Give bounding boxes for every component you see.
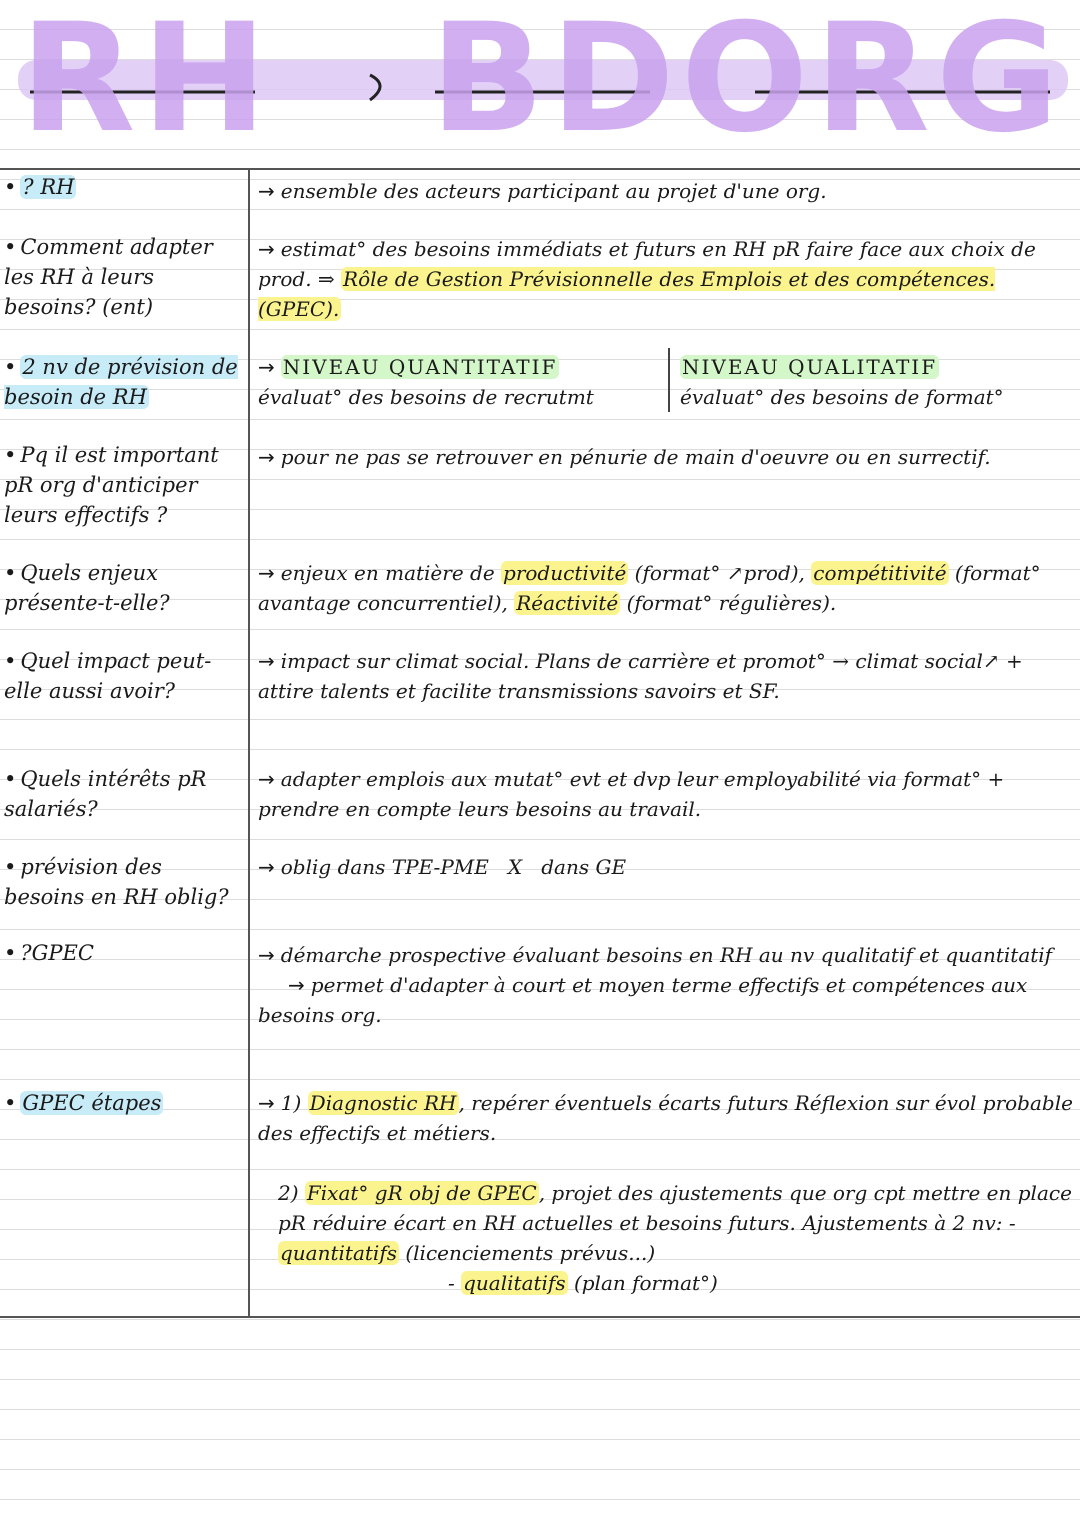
divider-top [0,168,1080,170]
title-right: BDORG [430,0,1065,166]
arrow-icon: → [258,445,275,469]
answer-etapes-1: → 1) Diagnostic RH , repérer éventuels écarts futurs Réflexion sur évol probable des effectifs et métiers. [258,1091,1073,1145]
question-impact: • Quel impact peut-elle aussi avoir? [4,649,212,703]
title-area [0,0,1080,168]
arrow-icon: → [258,355,275,379]
answer-etapes-2: 2) Fixat° gR obj de GPEC , projet des ajustements que org cpt mettre en place pR réduire écart en RH actuelles et besoins futurs. Ajustements à 2 nv: - quantitatifs (licenciements prévus...) - qualitatifs (plan format°) [278,1181,1072,1295]
answer-rh: → ensemble des acteurs participant au projet d'une org. [258,179,827,203]
question-etapes: • GPEC étapes [4,1091,162,1115]
arrow-icon: → [258,1091,275,1115]
question-rh: • ? RH [4,175,75,199]
answer-anticiper: → pour ne pas se retrouver en pénurie de main d'oeuvre ou en surrectif. [258,445,991,469]
niveau-quantitatif: → NIVEAU QUANTITATIF évaluat° des besoins de recrutmt [258,355,594,409]
answer-enjeux: → enjeux en matière de productivité (format° ↗prod), compétitivité (format° avantage concurrentiel), Réactivité (format° régulières). [258,561,1041,615]
question-enjeux: • Quels enjeux présente-t-elle? [4,561,170,615]
arrow-icon: → [258,237,275,261]
arrow-icon: → [258,179,275,203]
niveau-qualitatif: NIVEAU QUALITATIF évaluat° des besoins de format° [680,355,1004,409]
title-left: RH [20,0,274,166]
arrow-icon: → [258,561,275,585]
question-oblig: • prévision des besoins en RH oblig? [4,855,229,909]
answer-adapter: → estimat° des besoins immédiats et futurs en RH pR faire face aux choix de prod. ⇒ Rôle de Gestion Prévisionnelle des Emplois et des compétences. (GPEC). [258,237,1036,321]
question-niveaux: • 2 nv de prévision de besoin de RH [4,355,238,409]
answer-gpec: → démarche prospective évaluant besoins en RH au nv qualitatif et quantitatif → permet d'adapter à court et moyen terme effectifs et compétences aux besoins org. [258,943,1053,1027]
divider-bottom [0,1316,1080,1318]
answer-interets: → adapter emplois aux mutat° evt et dvp leur employabilité via format° + prendre en compte leurs besoins au travail. [258,767,1005,821]
arrow-icon: → [258,943,275,967]
question-gpec: • ?GPEC [4,941,94,965]
arrow-icon: → [258,855,275,879]
answer-impact: → impact sur climat social. Plans de carrière et promot° → climat social↗ + attire talents et facilite transmissions savoirs et SF. [258,649,1023,703]
column-separator [668,348,670,412]
arrow-icon: → [258,767,275,791]
question-anticiper: • Pq il est important pR org d'anticiper leurs effectifs ? [4,443,219,527]
arrow-icon: → [258,649,275,673]
answer-oblig: → oblig dans TPE-PME X dans GE [258,855,627,879]
question-adapter: • Comment adapter les RH à leurs besoins? (ent) [4,235,213,319]
divider-vertical [248,168,250,1318]
arrow-icon: → [288,973,305,997]
question-interets: • Quels intérêts pR salariés? [4,767,207,821]
